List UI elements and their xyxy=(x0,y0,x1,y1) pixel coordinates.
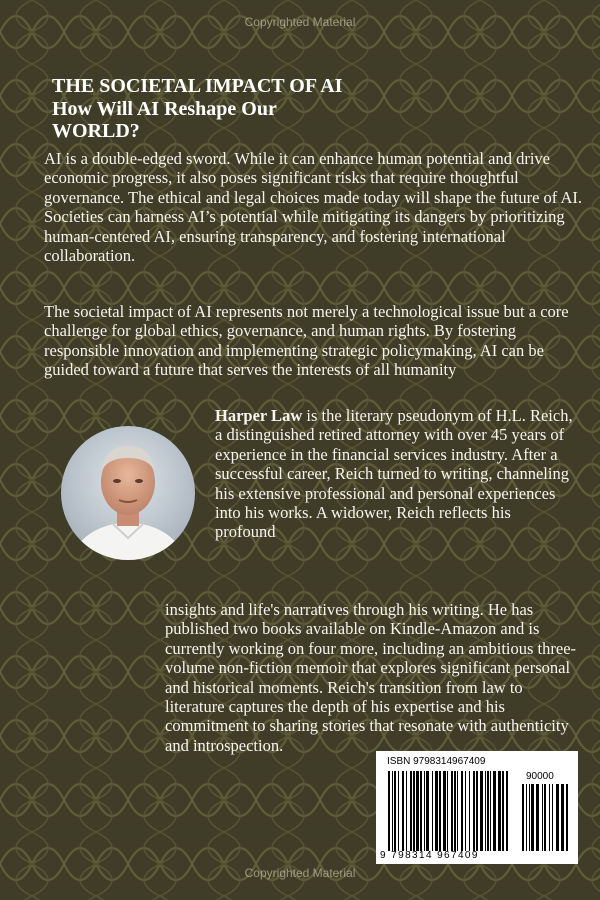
blurb-paragraph-2: The societal impact of AI represents not merely a technological issue but a core challenge for global ethics, governance, and human rights. By fostering responsible innovation and implementing strategic policymaking, AI can be guided toward a future that serves the interests of all humanity xyxy=(44,302,569,380)
barcode-bar xyxy=(392,771,393,851)
barcode-bar xyxy=(526,784,527,851)
barcode-bar xyxy=(531,784,534,851)
barcode-bar xyxy=(451,771,453,851)
author-portrait xyxy=(61,426,195,560)
barcode-bar xyxy=(498,771,501,851)
barcode-bar xyxy=(388,771,390,851)
barcode-bar xyxy=(544,784,546,851)
author-bio-text-head: is the literary pseudonym of H.L. Reich, a distinguished retired attorney with over 45 years of experience in the financial services industry. After a successful career, Reich turned to writing, channeling his extensive professional and personal experiences into his works. A widower, Reich reflects his profound xyxy=(215,406,573,542)
barcode-bar xyxy=(410,771,412,851)
barcode-bar xyxy=(457,771,458,851)
barcode-bar xyxy=(406,771,407,851)
barcode-bar xyxy=(432,771,433,851)
watermark-bottom: Copyrighted Material xyxy=(244,866,356,880)
barcode-bar xyxy=(439,771,441,851)
barcode-main-bars xyxy=(388,771,510,851)
title-line-1: THE SOCIETAL IMPACT OF AI xyxy=(52,75,343,97)
barcode-bar xyxy=(552,784,553,851)
title-line-3: WORLD? xyxy=(52,120,140,142)
barcode-bar xyxy=(566,784,568,851)
barcode-bar xyxy=(529,784,530,851)
barcode-bar xyxy=(549,784,550,851)
barcode-bar xyxy=(465,771,466,851)
barcode-bar xyxy=(490,771,491,851)
blurb-paragraph-1: AI is a double-edged sword. While it can enhance human potential and drive economic progress, it also poses significant risks that require thoughtful governance. The ethical and legal choices made today will shape the future of AI. Societies can harness AI’s potential while mitigating its dangers by prioritizing human-centered AI, ensuring transparency, and fostering international collaboration. xyxy=(44,149,583,266)
title-line-2: How Will AI Reshape Our xyxy=(52,98,277,120)
barcode-bar xyxy=(420,771,422,851)
barcode-bar xyxy=(502,771,504,851)
barcode-bar xyxy=(561,784,564,851)
barcode-bar xyxy=(476,771,478,851)
barcode-bar xyxy=(402,771,404,851)
barcode-bar xyxy=(536,784,539,851)
barcode-bar xyxy=(454,771,456,851)
barcode-bar xyxy=(493,771,496,851)
barcode-bar xyxy=(556,784,559,851)
isbn-label: ISBN 9798314967409 xyxy=(387,756,486,767)
barcode-bar xyxy=(506,771,508,851)
barcode-bar xyxy=(487,771,489,851)
barcode-digits: 9 798314 967409 xyxy=(380,850,479,861)
barcode-bar xyxy=(469,771,470,851)
barcode-bar xyxy=(485,771,486,851)
book-title xyxy=(52,74,572,142)
watermark-top: Copyrighted Material xyxy=(244,15,356,29)
barcode-bar xyxy=(435,771,438,851)
barcode-bar xyxy=(461,771,463,851)
barcode-bar xyxy=(424,771,425,851)
barcode-bar xyxy=(480,771,483,851)
barcode-bar xyxy=(398,771,399,851)
barcode-addon-bars xyxy=(522,784,570,851)
barcode-bar xyxy=(394,771,396,851)
author-name: Harper Law xyxy=(215,406,303,425)
barcode-bar xyxy=(542,784,543,851)
barcode-bar xyxy=(473,771,475,851)
isbn-barcode xyxy=(376,751,578,864)
barcode-bar xyxy=(426,771,429,851)
barcode-bar xyxy=(447,771,448,851)
barcode-bar xyxy=(416,771,419,851)
barcode-bar xyxy=(443,771,446,851)
barcode-bar xyxy=(522,784,524,851)
price-code: 90000 xyxy=(526,771,554,782)
author-bio-head xyxy=(215,406,575,542)
author-bio-text-tail: insights and life's narratives through his writing. He has published two books available on Kindle-Amazon and is currently working on four more, including an ambitious three-volume non-fiction memoir that explores significant personal and historical moments. Reich's transition from law to literature captures the depth of his expertise and his commitment to sharing stories that resonate with authenticity and introspection. xyxy=(165,600,577,755)
barcode-bar xyxy=(413,771,415,851)
